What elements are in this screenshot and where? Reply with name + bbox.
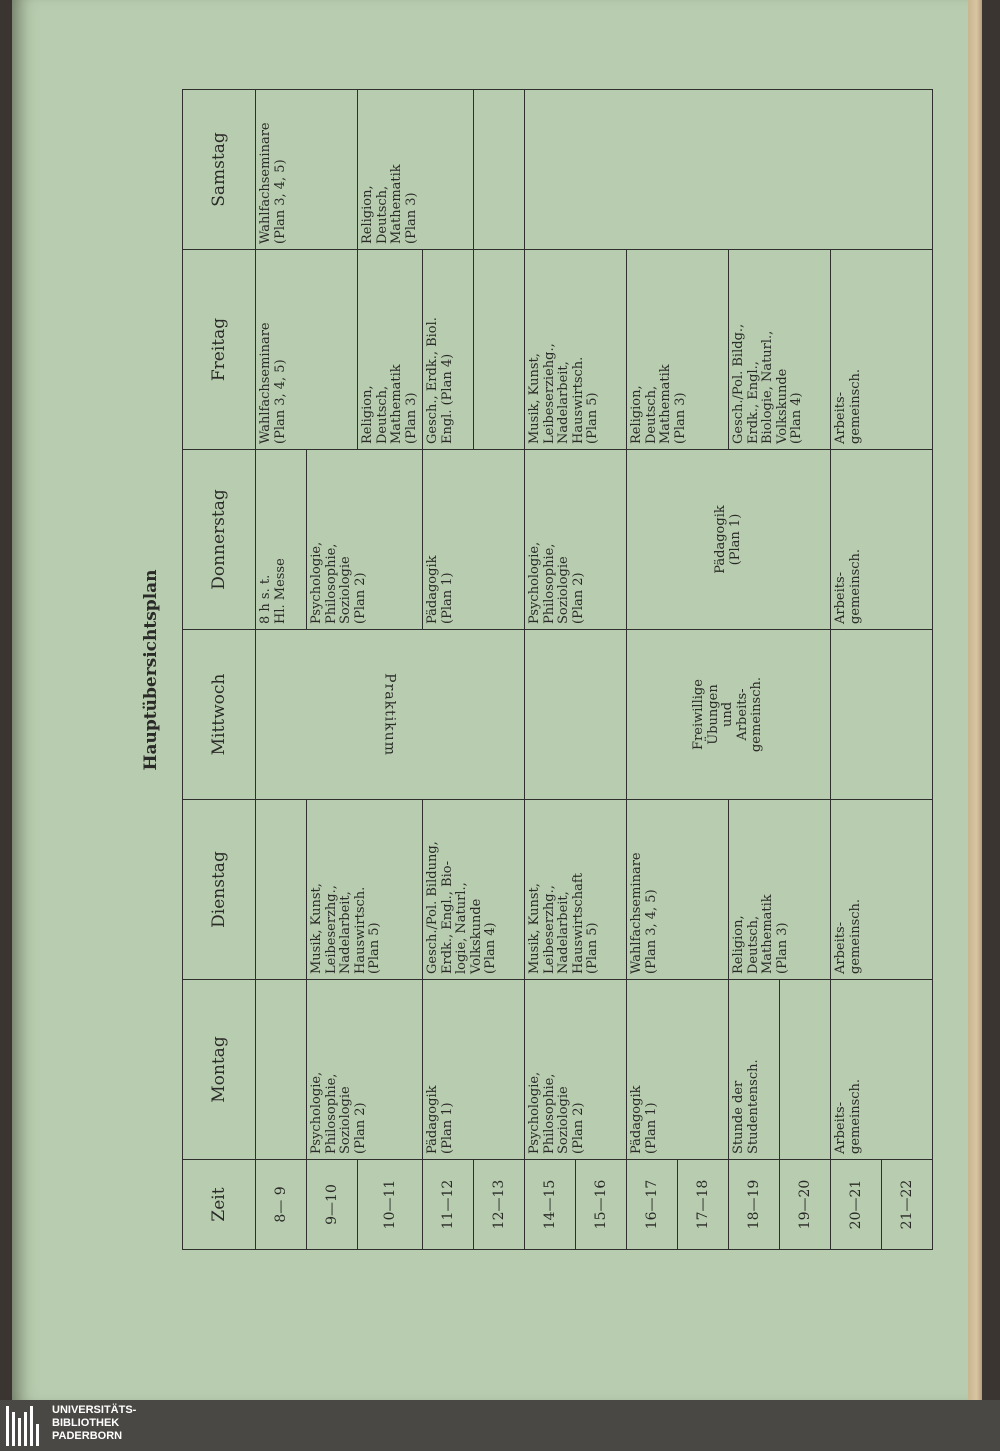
dienstag-religion-cell: Religion, Deutsch, Mathematik (Plan 3) xyxy=(729,800,831,980)
time-cell: 12—13 xyxy=(474,1160,525,1250)
header-donnerstag: Donnerstag xyxy=(183,450,256,630)
time-cell: 17—18 xyxy=(678,1160,729,1250)
montag-stunde-cell: Stunde der Studentensch. xyxy=(729,980,780,1160)
header-montag: Montag xyxy=(183,980,256,1160)
dienstag-musik-cell: Musik, Kunst, Leibeserzhg., Nadelarbeit, Hauswirtschaft (Plan 5) xyxy=(525,800,627,980)
freitag-musik-cell: Musik, Kunst, Leibeserziehg., Nadelarbeit, Hauswirtsch. (Plan 5) xyxy=(525,250,627,450)
time-cell: 11—12 xyxy=(423,1160,474,1250)
time-cell: 20—21 xyxy=(831,1160,882,1250)
samstag-wahl-cell: Wahlfachseminare (Plan 3, 4, 5) xyxy=(256,90,358,250)
empty-cell xyxy=(780,980,831,1160)
header-mittwoch: Mittwoch xyxy=(183,630,256,800)
library-logo-icon xyxy=(6,1406,44,1446)
montag-ag-cell: Arbeits- gemeinsch. xyxy=(831,980,933,1160)
time-cell: 16—17 xyxy=(627,1160,678,1250)
header-dienstag: Dienstag xyxy=(183,800,256,980)
dienstag-gesch-cell: Gesch./Pol. Bildung, Erdk., Engl., Bio- logie, Naturl., Volkskunde (Plan 4) xyxy=(423,800,525,980)
empty-cell xyxy=(831,630,933,800)
mittwoch-freiwillig-cell: Freiwillige Übungen und Arbeits- gemeinsch. xyxy=(627,630,831,800)
time-cell: 15—16 xyxy=(576,1160,627,1250)
freitag-religion-cell: Religion, Deutsch, Mathematik (Plan 3) xyxy=(627,250,729,450)
time-cell: 9—10 xyxy=(307,1160,358,1250)
montag-psych-cell: Psychologie, Philosophie, Soziologie (Plan 2) xyxy=(307,980,423,1160)
time-cell: 21—22 xyxy=(882,1160,933,1250)
donnerstag-psych-cell: Psychologie, Philosophie, Soziologie (Plan 2) xyxy=(307,450,423,630)
empty-cell xyxy=(474,250,525,450)
montag-paed-cell: Pädagogik (Plan 1) xyxy=(627,980,729,1160)
library-logo-text: UNIVERSITÄTS- BIBLIOTHEK PADERBORN xyxy=(52,1404,137,1442)
rotated-schedule xyxy=(134,90,915,1250)
time-cell: 19—20 xyxy=(780,1160,831,1250)
empty-cell xyxy=(256,980,307,1160)
freitag-gesch-cell: Gesch., Erdk., Biol. Engl. (Plan 4) xyxy=(423,250,474,450)
empty-cell xyxy=(256,800,307,980)
dienstag-musik-cell: Musik, Kunst, Leibeserzhg., Nadelarbeit, Hauswirtsch. (Plan 5) xyxy=(307,800,423,980)
header-zeit: Zeit xyxy=(183,1160,256,1250)
dienstag-ag-cell: Arbeits- gemeinsch. xyxy=(831,800,933,980)
time-cell: 10—11 xyxy=(358,1160,423,1250)
header-samstag: Samstag xyxy=(183,90,256,250)
messe-cell: 8 h s. t. Hl. Messe xyxy=(256,450,307,630)
schedule-table xyxy=(182,89,933,1250)
page-title: Hauptübersichtsplan xyxy=(141,569,161,771)
header-freitag: Freitag xyxy=(183,250,256,450)
donnerstag-ag-cell: Arbeits- gemeinsch. xyxy=(831,450,933,630)
praktikum-cell xyxy=(256,630,525,800)
dienstag-wahl-cell: Wahlfachseminare (Plan 3, 4, 5) xyxy=(627,800,729,980)
donnerstag-paed-cell: Pädagogik (Plan 1) xyxy=(423,450,525,630)
empty-cell xyxy=(474,90,525,250)
time-cell: 8— 9 xyxy=(256,1160,307,1250)
page-edge xyxy=(968,0,982,1400)
donnerstag-psych-cell: Psychologie, Philosophie, Soziologie (Plan 2) xyxy=(525,450,627,630)
montag-paed-cell: Pädagogik (Plan 1) xyxy=(423,980,525,1160)
freitag-religion-cell: Religion, Deutsch, Mathematik (Plan 3) xyxy=(358,250,423,450)
time-cell: 14—15 xyxy=(525,1160,576,1250)
montag-psych-cell: Psychologie, Philosophie, Soziologie (Plan 2) xyxy=(525,980,627,1160)
donnerstag-paed-cell: Pädagogik (Plan 1) xyxy=(627,450,831,630)
empty-cell xyxy=(525,90,933,250)
samstag-religion-cell: Religion, Deutsch, Mathematik (Plan 3) xyxy=(358,90,474,250)
praktikum-text: Praktikum xyxy=(381,673,398,756)
library-footer xyxy=(0,1400,1000,1451)
time-cell: 18—19 xyxy=(729,1160,780,1250)
freitag-gesch-cell: Gesch./Pol. Bildg., Erdk., Engl., Biologie, Naturl., Volkskunde (Plan 4) xyxy=(729,250,831,450)
freitag-ag-cell: Arbeits- gemeinsch. xyxy=(831,250,933,450)
empty-cell xyxy=(525,630,627,800)
freitag-wahl-cell: Wahlfachseminare (Plan 3, 4, 5) xyxy=(256,250,358,450)
